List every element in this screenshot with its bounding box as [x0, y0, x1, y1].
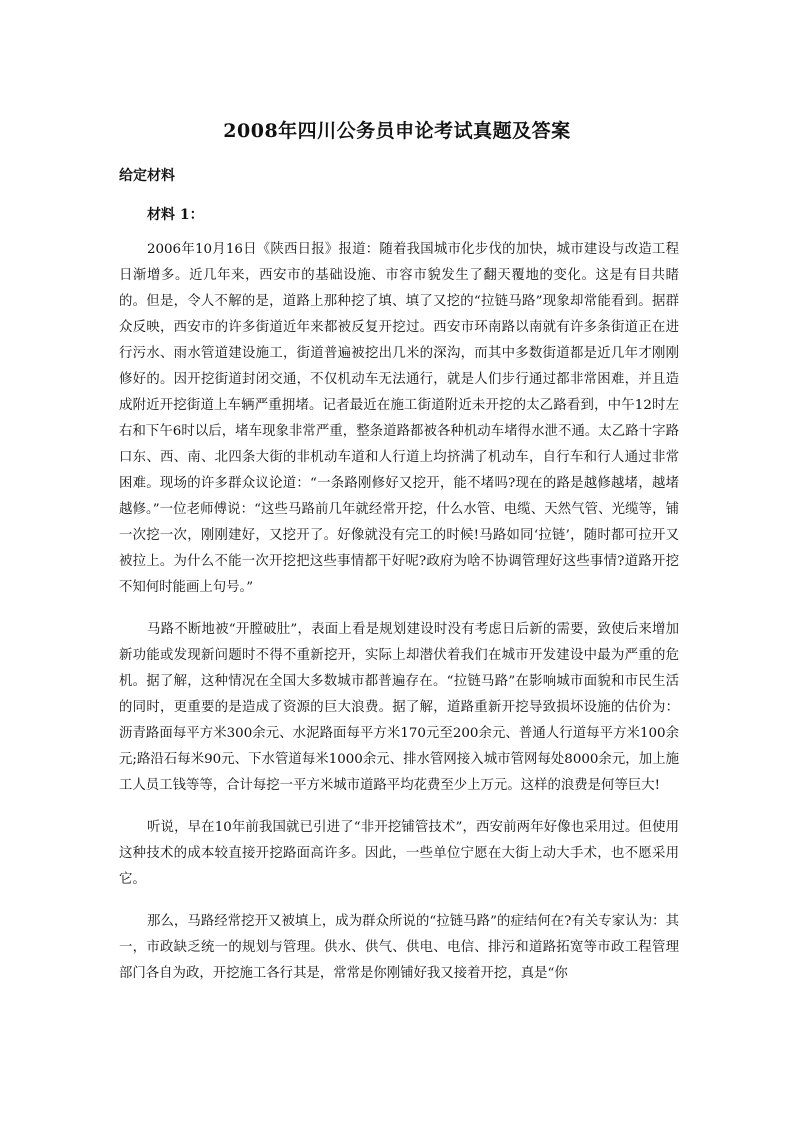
body-paragraph: 2006年10月16日《陕西日报》报道：随着我国城市化步伐的加快，城市建设与改造工程日渐增多。近几年来，西安市的基础设施、市容市貌发生了翻天覆地的变化。这是有目共睹的。但是，令人不解的是，道路上那种挖了填、填了又挖的“拉链马路”现象却常能看到。据群众反映，西安市的许多街道近年来都被反复开挖过。西安市环南路以南就有许多条街道正在进行污水、雨水管道建设施工，街道普遍被挖出几米的深沟，而其中多数街道都是近几年才刚刚修好的。因开挖街道封闭交通，不仅机动车无法通行，就是人们步行通过都非常困难，并且造成附近开挖街道上车辆严重拥堵。记者最近在施工街道附近未开挖的太乙路看到，中午12时左右和下午6时以后，堵车现象非常严重，整条道路都被各种机动车堵得水泄不通。太乙路十字路口东、西、南、北四条大街的非机动车道和人行道上均挤满了机动车，自行车和行人通过非常困难。现场的许多群众议论道：“一条路刚修好又挖开，能不堵吗?现在的路是越修越堵，越堵越修。”一位老师傅说：“这些马路前几年就经常开挖，什么水管、电缆、天然气管、光缆等，铺一次挖一次，刚刚建好，又挖开了。好像就没有完工的时候!马路如同‘拉链’，随时都可拉开又被拉上。为什么不能一次开挖把这些事情都干好呢?政府为啥不协调管理好这些事情?道路开挖不知何时能画上句号。”	[119, 242, 679, 595]
body-paragraph: 听说，早在10年前我国就已引进了“非开挖铺管技术”，西安前两年好像也采用过。但使用这种技术的成本较直接开挖路面高许多。因此，一些单位宁愿在大街上动大手术，也不愿采用它。	[119, 820, 679, 887]
document-title: 2008年四川公务员申论考试真题及答案	[223, 120, 571, 142]
section-heading: 给定材料	[119, 168, 175, 184]
body-paragraph: 那么，马路经常挖开又被填上，成为群众所说的“拉链马路”的症结何在?有关专家认为：其一，市政缺乏统一的规划与管理。供水、供气、供电、电信、排污和道路拓宽等市政工程管理部门各自为政，开挖施工各行其是，常常是你刚铺好我又接着开挖，真是“你	[119, 914, 679, 981]
body-paragraph: 马路不断地被“开膛破肚”，表面上看是规划建设时没有考虑日后新的需要，致使后来增加新功能或发现新问题时不得不重新挖开，实际上却潜伏着我们在城市开发建设中最为严重的危机。据了解，这种情况在全国大多数城市都普遍存在。“拉链马路”在影响城市面貌和市民生活的同时，更重要的是造成了资源的巨大浪费。据了解，道路重新开挖导致损坏设施的估价为：沥青路面每平方米300余元、水泥路面每平方米170元至200余元、普通人行道每平方米100余元;路沿石每米90元、下水管道每米1000余元、排水管网接入城市管网每处8000余元，加上施工人员工钱等等，合计每挖一平方米城市道路平均花费至少上万元。这样的浪费是何等巨大!	[119, 622, 679, 793]
subsection-heading: 材料 1：	[147, 207, 204, 223]
document-body	[119, 237, 679, 1003]
